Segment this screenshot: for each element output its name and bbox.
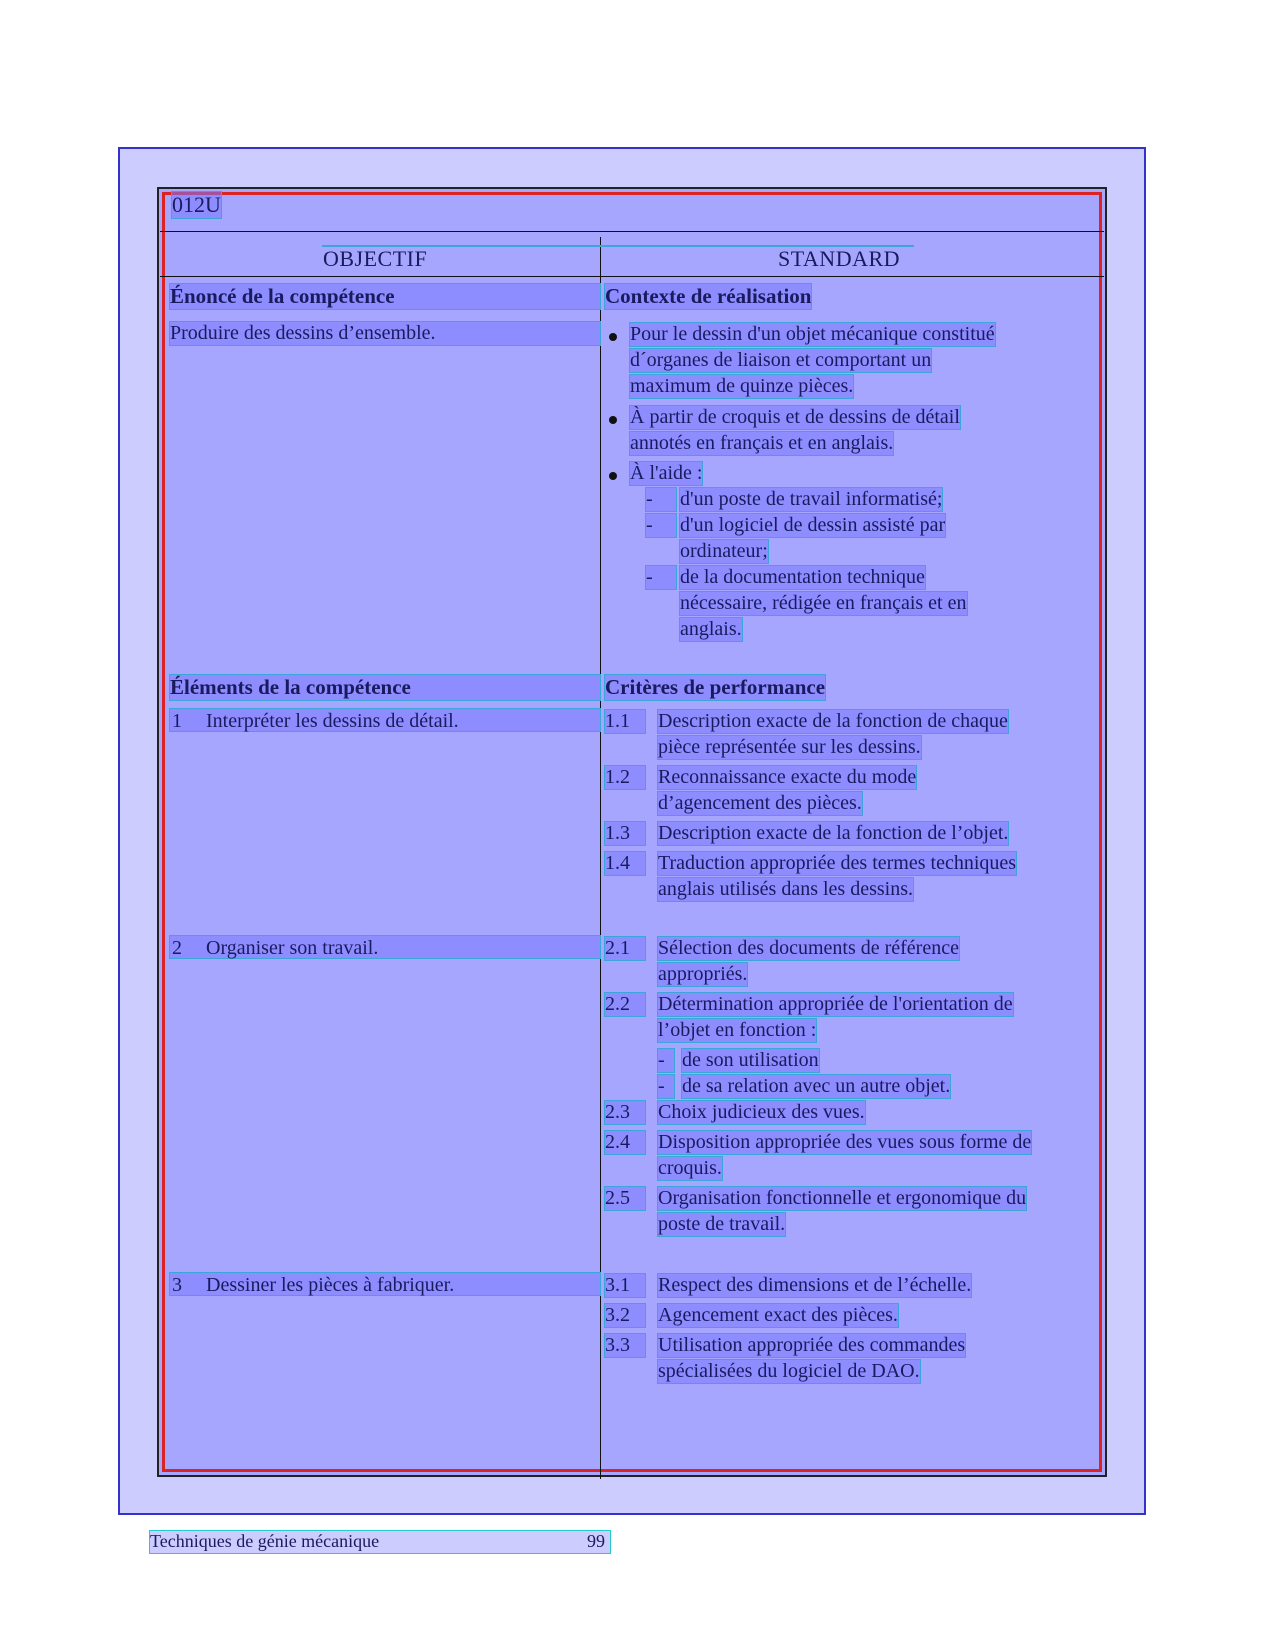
header-divider	[160, 231, 1104, 232]
criterion-line: croquis.	[658, 1157, 722, 1179]
element-number: 1	[172, 710, 182, 732]
criterion-number: 1.1	[605, 710, 645, 733]
contexte-line: À l'aide :	[630, 462, 703, 484]
criterion-sub-line: de sa relation avec un autre objet.	[682, 1075, 951, 1097]
page-footer	[150, 1531, 610, 1553]
column-divider	[600, 237, 601, 1479]
criterion-number: 3.1	[605, 1274, 645, 1297]
enonce-text: Produire des dessins d’ensemble.	[170, 322, 600, 345]
criterion-number: 3.2	[605, 1304, 645, 1327]
element-text: Interpréter les dessins de détail.	[206, 710, 459, 732]
criterion-number: 1.4	[605, 852, 645, 875]
contexte-line: d´organes de liaison et comportant un	[630, 349, 932, 371]
criterion-line: Disposition appropriée des vues sous forme de	[658, 1131, 1032, 1153]
header-divider-bottom	[160, 276, 1104, 277]
criterion-number: 3.3	[605, 1334, 645, 1357]
criterion-line: anglais utilisés dans les dessins.	[658, 878, 913, 900]
criterion-number: 2.5	[605, 1187, 645, 1210]
criteres-title: Critères de performance	[605, 675, 826, 699]
criterion-number: 2.1	[605, 937, 645, 960]
bullet-icon	[609, 333, 617, 341]
criterion-line: Traduction appropriée des termes techniques	[658, 852, 1017, 874]
criterion-line: Sélection des documents de référence	[658, 937, 959, 959]
criterion-line: Détermination appropriée de l'orientation de	[658, 993, 1013, 1015]
criterion-line: Respect des dimensions et de l’échelle.	[658, 1274, 972, 1296]
header-standard: STANDARD	[778, 246, 901, 271]
contexte-sub-line: nécessaire, rédigée en français et en	[680, 592, 967, 614]
element-text: Organiser son travail.	[206, 937, 379, 959]
contexte-title: Contexte de réalisation	[605, 284, 812, 308]
criterion-line: l’objet en fonction :	[658, 1019, 817, 1041]
bullet-icon	[609, 416, 617, 424]
contexte-line: Pour le dessin d'un objet mécanique constitué	[630, 323, 995, 345]
contexte-sub-line: de la documentation technique	[680, 566, 925, 588]
contexte-line: À partir de croquis et de dessins de détail	[630, 406, 960, 428]
enonce-title: Énoncé de la compétence	[170, 284, 600, 309]
contexte-sub-line: d'un logiciel de dessin assisté par	[680, 514, 946, 536]
criterion-line: Utilisation appropriée des commandes	[658, 1334, 966, 1356]
criterion-line: spécialisées du logiciel de DAO.	[658, 1360, 920, 1382]
contexte-line: annotés en français et en anglais.	[630, 432, 894, 454]
element-number: 2	[172, 937, 182, 959]
criterion-line: pièce représentée sur les dessins.	[658, 736, 921, 758]
competency-code: 012U	[172, 192, 221, 217]
dash-icon: -	[646, 488, 676, 511]
contexte-sub-line: ordinateur;	[680, 540, 768, 562]
footer-page-number: 99	[587, 1531, 605, 1551]
criterion-line: Organisation fonctionnelle et ergonomique du	[658, 1187, 1027, 1209]
criterion-number: 1.2	[605, 766, 645, 789]
dash-icon: -	[646, 566, 676, 589]
dash-icon: -	[658, 1049, 674, 1072]
header-objectif: OBJECTIF	[323, 246, 428, 271]
criterion-number: 1.3	[605, 822, 645, 845]
contexte-line: maximum de quinze pièces.	[630, 375, 854, 397]
element-number: 3	[172, 1274, 182, 1296]
criterion-line: Description exacte de la fonction de chaque	[658, 710, 1008, 732]
criterion-number: 2.2	[605, 993, 645, 1016]
criterion-sub-line: de son utilisation	[682, 1049, 819, 1071]
elements-title: Éléments de la compétence	[170, 675, 600, 700]
bullet-icon	[609, 472, 617, 480]
footer-program: Techniques de génie mécanique	[150, 1531, 380, 1551]
criterion-line: Reconnaissance exacte du mode	[658, 766, 917, 788]
contexte-sub-line: d'un poste de travail informatisé;	[680, 488, 943, 510]
criterion-line: poste de travail.	[658, 1213, 786, 1235]
criterion-line: d’agencement des pièces.	[658, 792, 862, 814]
criterion-line: appropriés.	[658, 963, 748, 985]
criterion-line: Description exacte de la fonction de l’objet.	[658, 822, 1009, 844]
criterion-line: Agencement exact des pièces.	[658, 1304, 898, 1326]
criterion-line: Choix judicieux des vues.	[658, 1101, 865, 1123]
contexte-sub-line: anglais.	[680, 618, 742, 640]
element-text: Dessiner les pièces à fabriquer.	[206, 1274, 455, 1296]
criterion-number: 2.4	[605, 1131, 645, 1154]
criterion-number: 2.3	[605, 1101, 645, 1124]
dash-icon: -	[646, 514, 676, 537]
dash-icon: -	[658, 1075, 674, 1098]
